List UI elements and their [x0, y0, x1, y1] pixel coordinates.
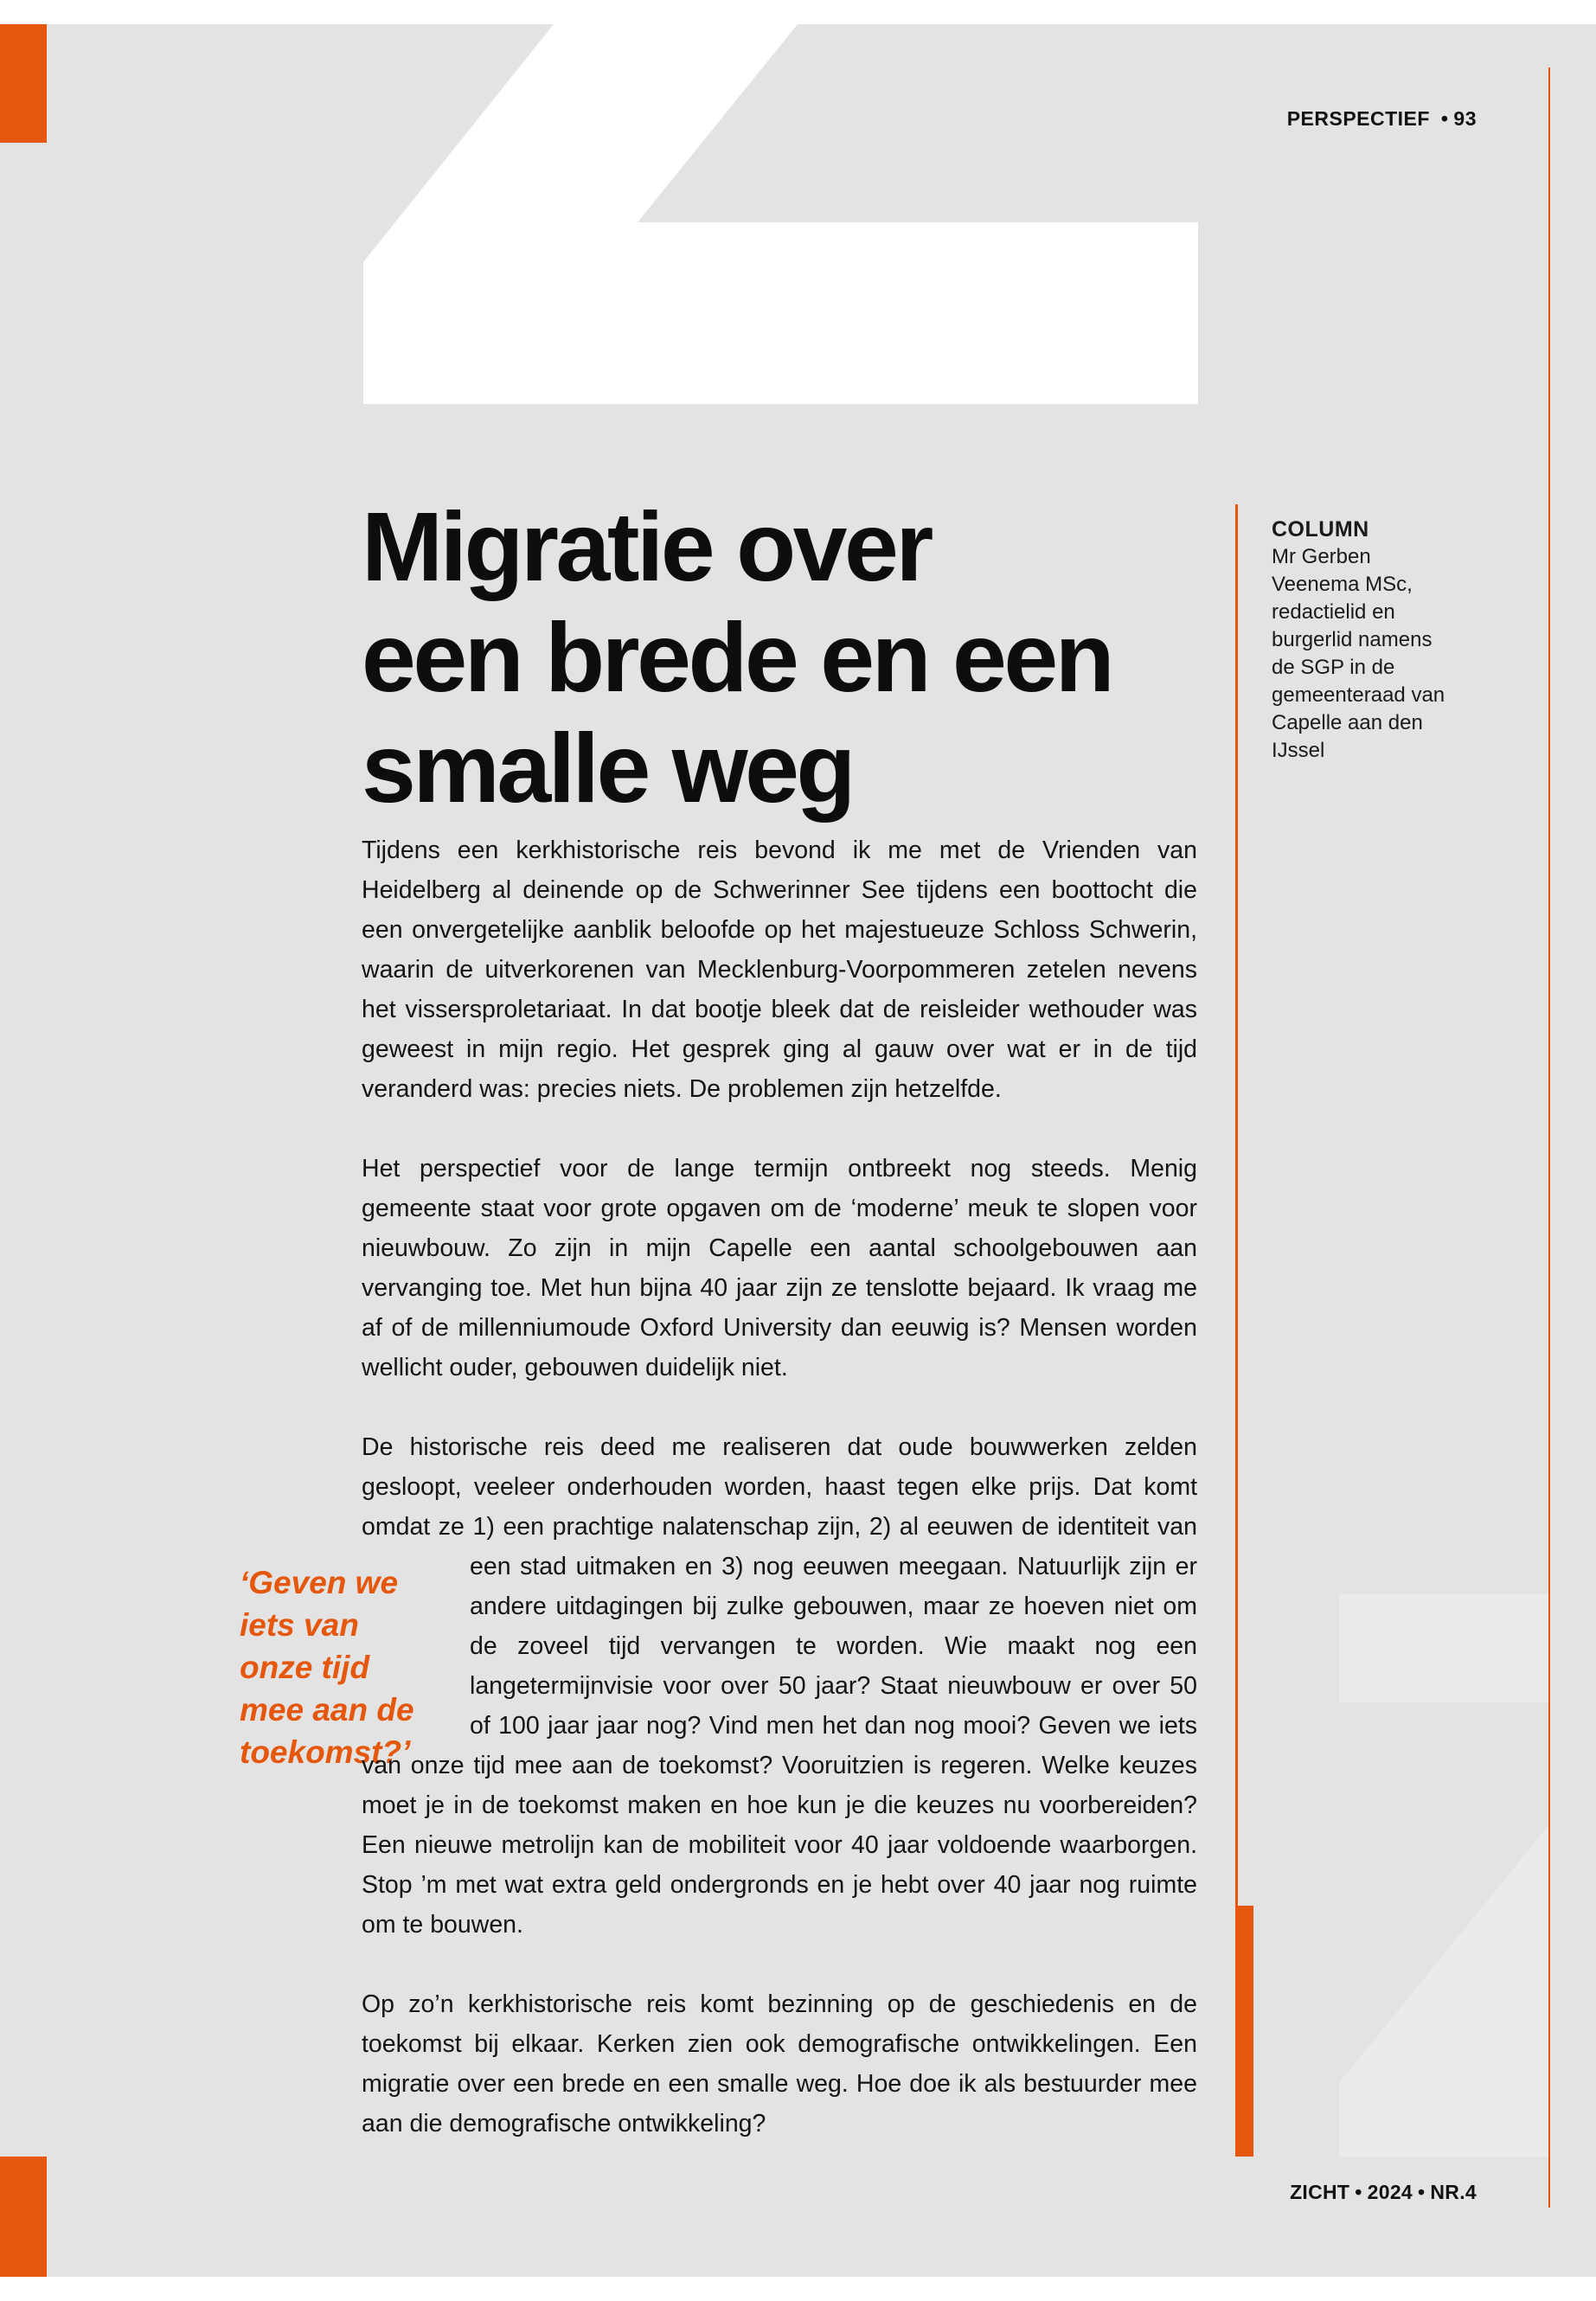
decorative-z-bottom-diagonal: [1339, 1823, 1550, 2157]
decorative-z-top: [363, 24, 1198, 404]
author-bio-line: redactielid en: [1272, 600, 1395, 624]
paragraph: Tijdens een kerkhistorische reis bevond ik me met de Vrienden van Heidelberg al deinende op de Schwerinner See tijdens een boottocht die een onvergetelijke aanblik beloofde op het majestueuze Schloss Schwerin, waarin de uitverkorenen van Mecklenburg-Voorpommeren zetelen nevens het vissersproletariaat. In dat bootje bleek dat de reisleider wethouder was geweest in mijn regio. Het gesprek ging al gauw over wat er in de tijd veranderd was: precies niets. De problemen zijn hetzelfde.: [362, 836, 1197, 1103]
accent-bar-top-left: [0, 24, 47, 143]
pull-quote: ‘Geven we iets van onze tijd mee aan de toekomst?’: [240, 1565, 414, 1770]
paragraph: Op zo’n kerkhistorische reis komt bezinning op de geschiedenis en de toekomst bij elkaar. Kerken zien ook demografische ontwikkelingen. Een migratie over een brede en een smalle weg. Hoe doe ik als bestuurder mee aan die demografische ontwikkeling?: [362, 1990, 1197, 2138]
outer-vertical-rule: [1548, 67, 1550, 2208]
magazine-name: ZICHT: [1290, 2181, 1350, 2203]
article-title: [362, 491, 1192, 824]
issue-number: NR.4: [1430, 2181, 1477, 2203]
author-bio-line: Capelle aan den: [1272, 711, 1423, 734]
column-sidebar: [1272, 516, 1479, 765]
running-header: [1287, 107, 1477, 131]
author-bio-line: burgerlid namens: [1272, 628, 1433, 651]
column-label: COLUMN: [1272, 517, 1369, 542]
paragraph: De historische reis deed me realiseren dat oude bouwwerken zelden gesloopt, veeleer onderhouden worden, haast tegen elke prijs. Dat komt omdat ze 1) een prachtige nalatenschap zijn, 2) al eeuwen de identiteit van een stad uitmaken en 3) nog eeuwen meegaan. Natuurlijk zijn er andere uitdagingen bij zulke gebouwen, maar ze hoeven niet om de zoveel tijd vervangen te worden. Wie maakt nog een langetermijnvisie voor over 50 jaar? Staat nieuwbouw er over 50 of 100 jaar jaar nog? Vind men het dan nog mooi? Geven we iets van onze tijd mee aan de toekomst? Vooruitzien is regeren. Welke keuzes moet je in de toekomst maken en hoe kun je die keuzes nu voorbereiden? Een nieuwe metrolijn kan de mobiliteit voor 40 jaar voldoende waarborgen. Stop ’m met wat extra geld ondergronds en je hebt over 40 jaar nog ruimte om te bouwen.: [362, 1433, 1197, 1939]
paragraph: Het perspectief voor de lange termijn ontbreekt nog steeds. Menig gemeente staat voor grote opgaven om de ‘moderne’ meuk te slopen voor nieuwbouw. Zo zijn in mijn Capelle een aantal schoolgebouwen aan vervanging toe. Met hun bijna 40 jaar zijn ze tenslotte bejaard. Ik vraag me af of de millenniumoude Oxford University dan eeuwig is? Mensen worden wellicht ouder, gebouwen duidelijk niet.: [362, 1155, 1197, 1381]
section-name: PERSPECTIEF: [1286, 107, 1430, 130]
accent-bar-bottom-left: [0, 2157, 47, 2277]
decorative-z-bottom: [1339, 1594, 1550, 1702]
decorative-z-bottom-mid: [1339, 1702, 1436, 1823]
author-bio-line: Mr Gerben: [1272, 545, 1371, 568]
title-line: Migratie over: [362, 492, 931, 601]
page-number: 93: [1453, 107, 1477, 130]
title-line: een brede en een: [362, 603, 1112, 712]
author-bio-line: de SGP in de: [1272, 656, 1395, 679]
title-line: smalle weg: [362, 714, 853, 823]
article-body: [240, 830, 1197, 2183]
author-bio-line: gemeenteraad van: [1272, 683, 1445, 707]
author-bio-line: IJssel: [1272, 739, 1325, 762]
separator-dot: •: [1418, 2181, 1426, 2203]
running-footer: [1290, 2181, 1477, 2204]
author-bio-line: Veenema MSc,: [1272, 573, 1413, 596]
separator-dot: •: [1440, 107, 1449, 130]
issue-year: 2024: [1367, 2181, 1413, 2203]
author-bio: [1272, 543, 1479, 765]
separator-dot: •: [1355, 2181, 1362, 2203]
magazine-page: [0, 24, 1596, 2277]
column-divider-accent: [1235, 1906, 1253, 2157]
